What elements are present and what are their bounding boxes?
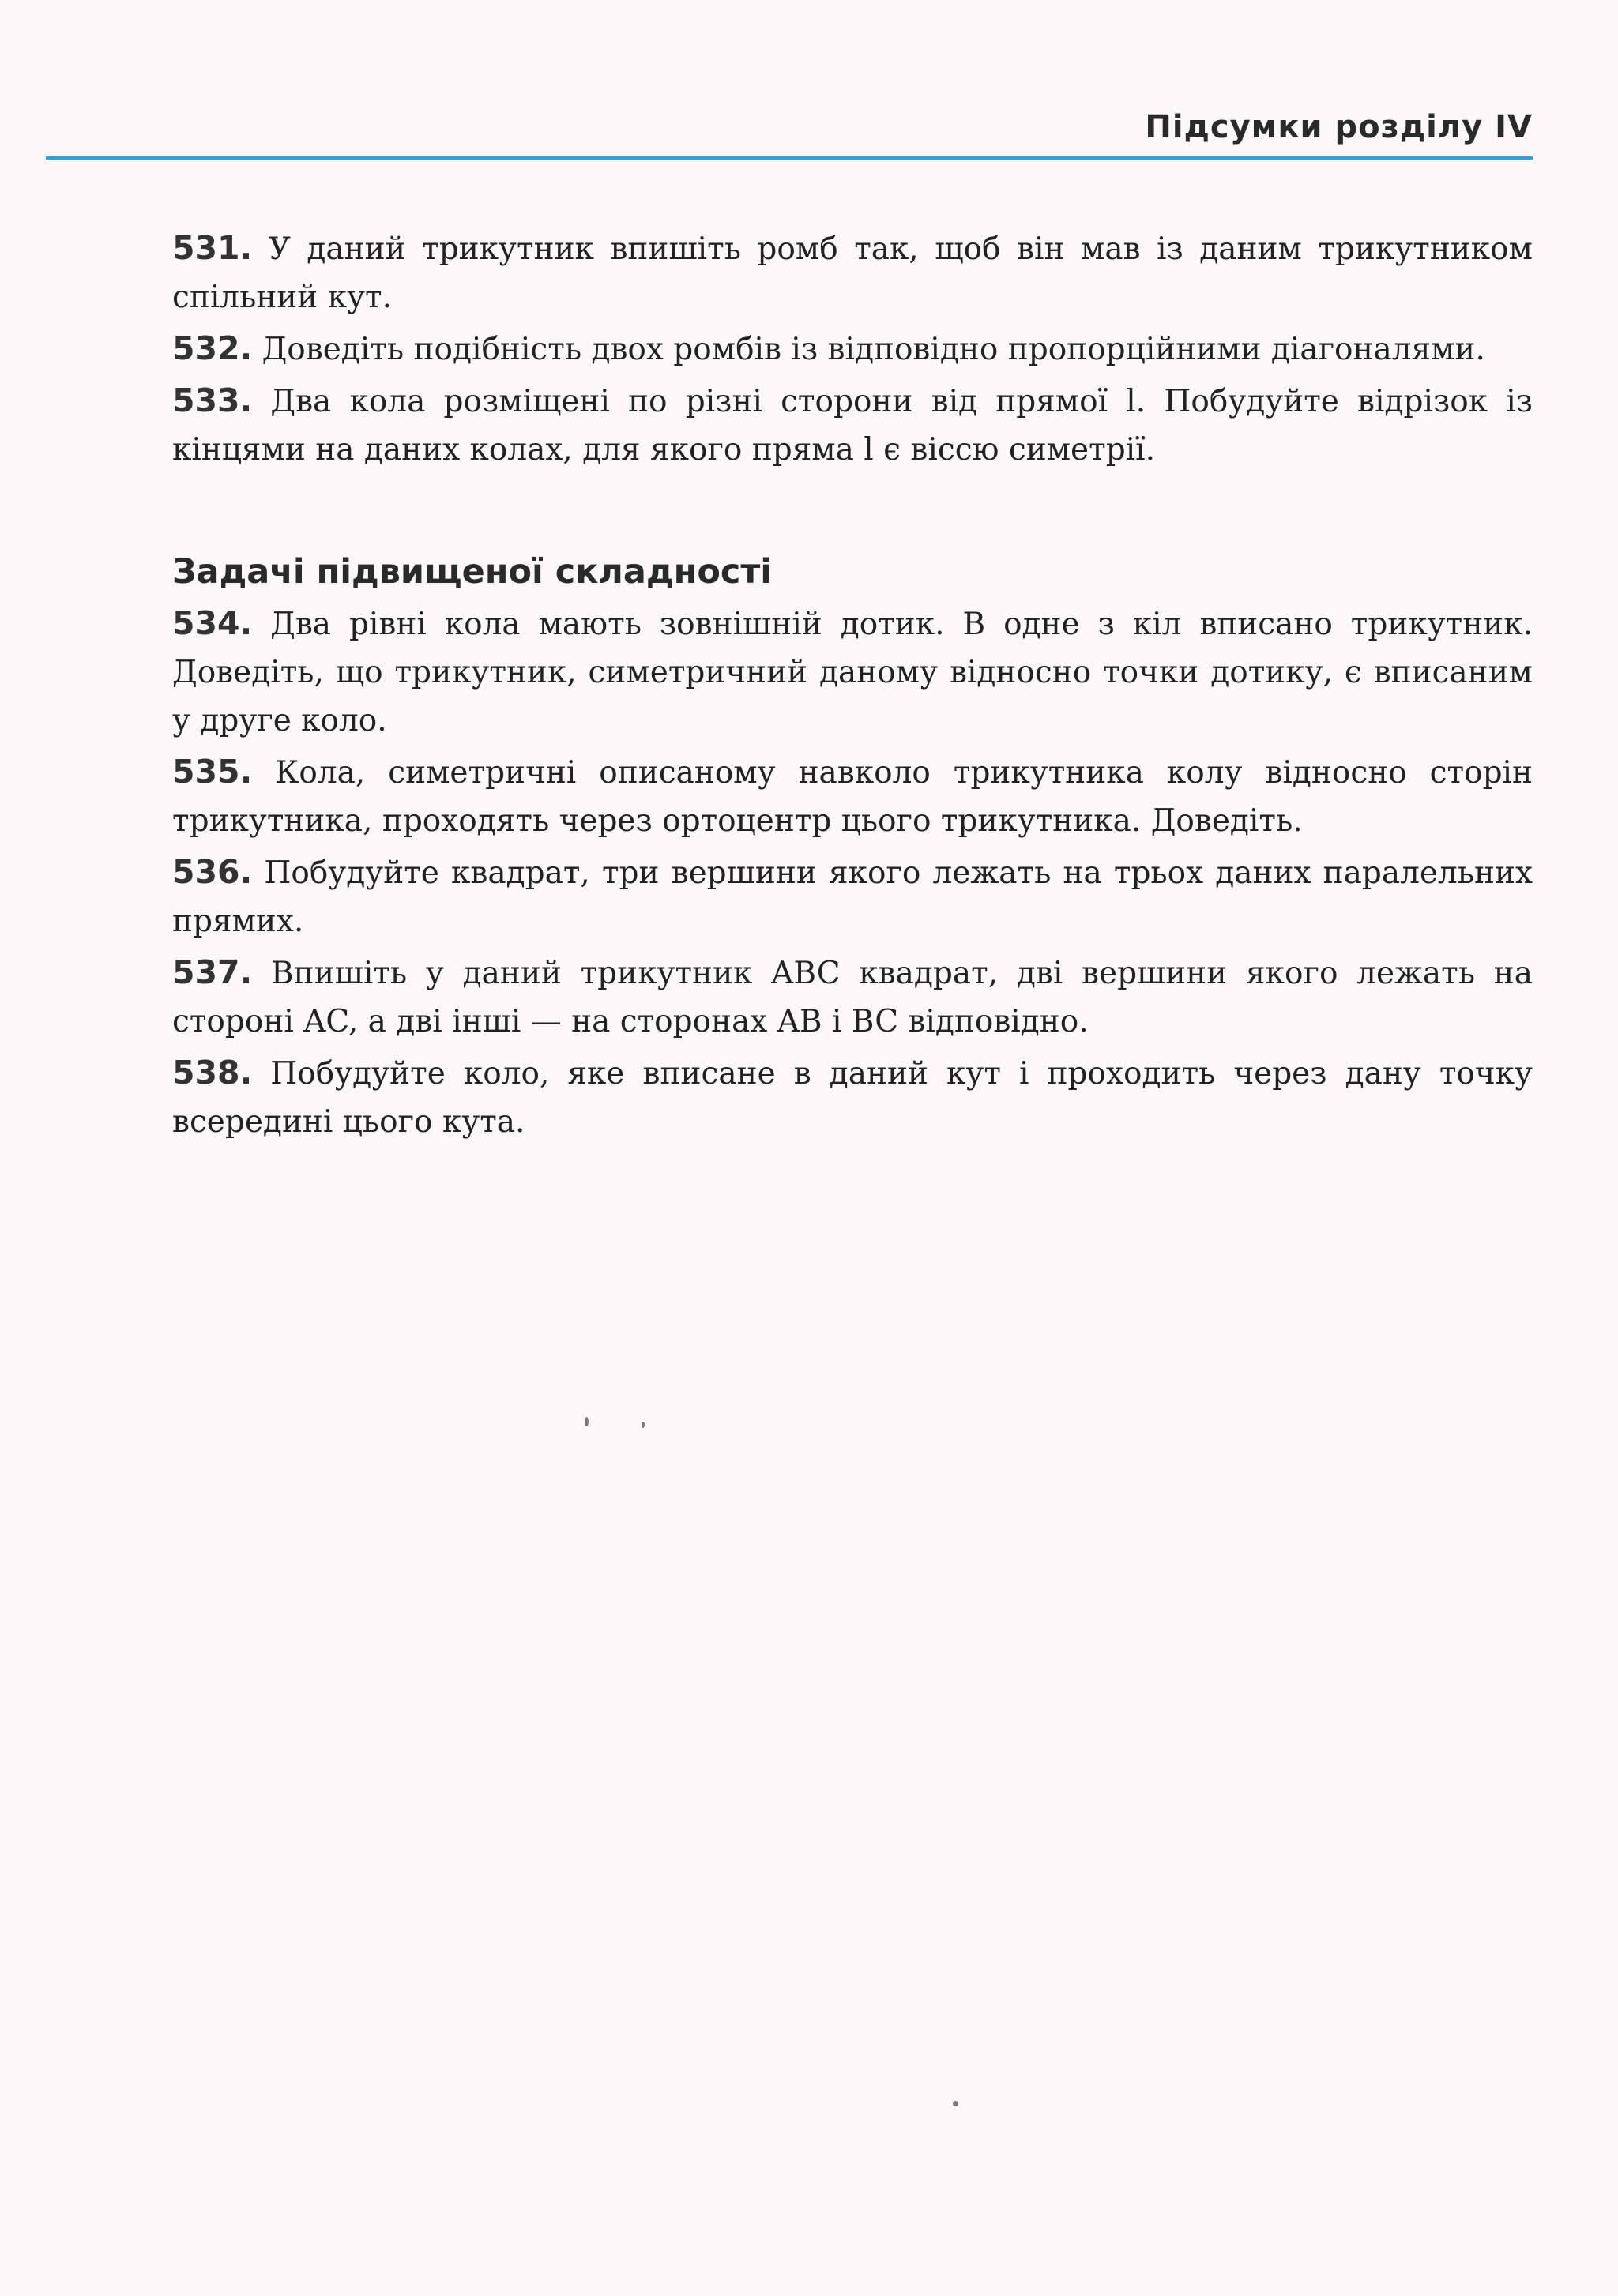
problem-text: Доведіть подібність двох ромбів із відповідно пропорційними діагоналями. [262,332,1485,367]
problem-536 [172,848,1533,945]
problem-list-advanced [172,599,1533,1146]
problem-number: 538. [172,1054,253,1092]
problem-538 [172,1049,1533,1146]
problem-533 [172,377,1533,474]
problem-535 [172,748,1533,845]
scan-speck [953,2101,958,2106]
problem-text: Два рівні кола мають зовнішній дотик. В одне з кіл вписано трикутник. Доведіть, що трикутник, симетричний даному відносно точки дотику, є вписаним у друге коло. [172,607,1533,738]
problem-531 [172,224,1533,321]
scan-speck [585,1417,589,1426]
problem-number: 534. [172,604,253,642]
problem-text: Два кола розміщені по різні сторони від прямої l. Побудуйте відрізок із кінцями на даних колах, для якого пряма l є віссю симетрії. [172,384,1533,468]
problem-text: У даний трикутник впишіть ромб так, щоб він мав із даним трикутником спільний кут. [172,231,1533,315]
running-header: Підсумки розділу IV [1145,109,1533,145]
problem-534 [172,599,1533,745]
problem-text: Побудуйте коло, яке вписане в даний кут і проходить через дану точку всередині цього кута. [172,1056,1533,1140]
problem-text: Впишіть у даний трикутник ABC квадрат, дві вершини якого лежать на стороні AC, а дві інші — на сторонах AB і BC відповідно. [172,956,1533,1039]
problem-number: 537. [172,953,253,991]
header-rule [46,156,1533,160]
page-content [172,224,1533,1149]
problem-number: 532. [172,329,253,367]
problem-number: 531. [172,229,253,267]
problem-532 [172,325,1533,374]
problem-list-basic [172,224,1533,474]
problem-number: 536. [172,853,253,891]
problem-text: Кола, симетричні описаному навколо трикутника колу відносно сторін трикутника, проходять через ортоцентр цього трикутника. Доведіть. [172,755,1533,839]
problem-number: 535. [172,753,253,791]
problem-number: 533. [172,381,253,419]
problem-537 [172,949,1533,1046]
scan-speck [642,1422,645,1428]
section-title: Задачі підвищеної складності [172,552,773,592]
problem-text: Побудуйте квадрат, три вершини якого лежать на трьох даних паралельних прямих. [172,855,1533,939]
